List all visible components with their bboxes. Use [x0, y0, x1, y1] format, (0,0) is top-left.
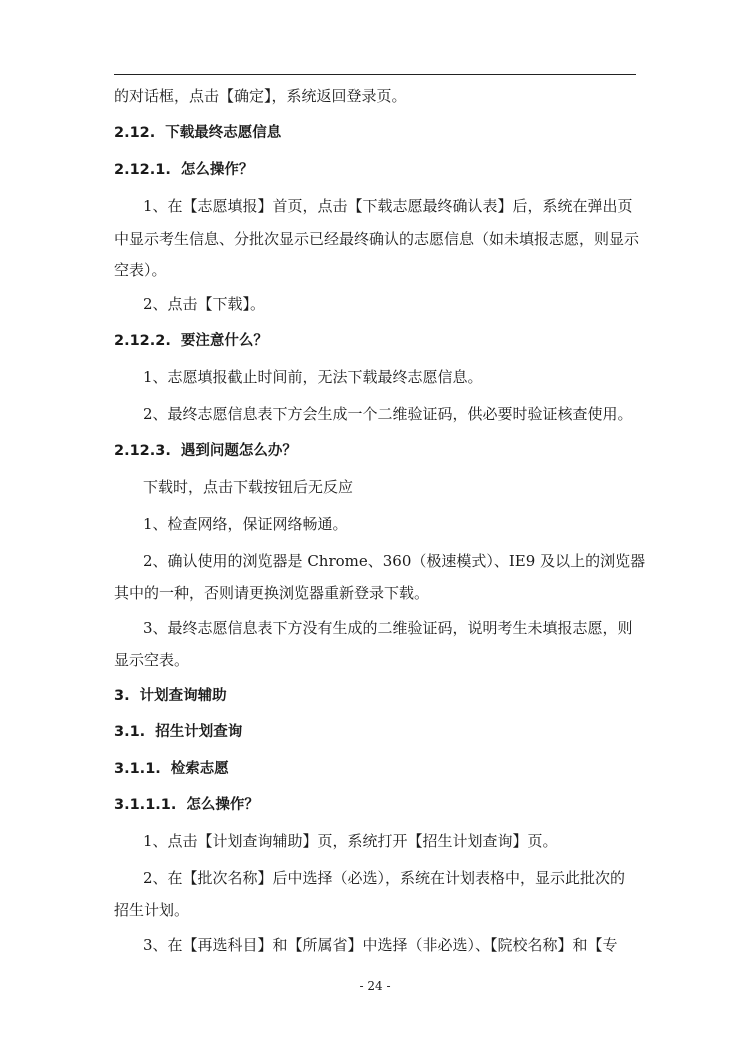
- paragraph-line: 1、在【志愿填报】首页，点击【下载志愿最终确认表】后，系统在弹出页: [143, 197, 633, 215]
- heading-number: 3.1.: [114, 724, 146, 740]
- heading-3-1-1-1: [114, 795, 259, 815]
- heading-title: 怎么操作？: [186, 797, 259, 813]
- paragraph-line: 2、最终志愿信息表下方会生成一个二维验证码，供必要时验证核查使用。: [143, 405, 633, 423]
- heading-title: 要注意什么？: [180, 333, 268, 349]
- heading-title: 下载最终志愿信息: [165, 125, 282, 141]
- heading-title: 遇到问题怎么办？: [180, 443, 297, 459]
- heading-3-1: [114, 722, 242, 742]
- heading-number: 3.1.1.: [114, 761, 161, 777]
- paragraph-line: 1、志愿填报截止时间前，无法下载最终志愿信息。: [143, 368, 483, 386]
- paragraph-line: 中显示考生信息、分批次显示已经最终确认的志愿信息（如未填报志愿，则显示: [114, 230, 640, 248]
- heading-title: 怎么操作？: [180, 162, 254, 178]
- continuation-text: 的对话框，点击【确定】，系统返回登录页。: [114, 87, 407, 105]
- paragraph-line: 下载时，点击下载按钮后无反应: [143, 478, 354, 496]
- heading-2-12-1: [114, 160, 253, 180]
- heading-2-12: [114, 123, 281, 143]
- paragraph-line: 3、最终志愿信息表下方没有生成的二维验证码，说明考生未填报志愿，则: [143, 619, 633, 637]
- heading-3-1-1: [114, 759, 229, 779]
- paragraph-line: 3、在【再选科目】和【所属省】中选择（非必选）、【院校名称】和【专: [143, 936, 618, 954]
- page-number: - 24 -: [359, 979, 391, 993]
- heading-3: [114, 686, 227, 706]
- heading-2-12-3: [114, 441, 297, 461]
- paragraph-line: 2、在【批次名称】后中选择（必选），系统在计划表格中，显示此批次的: [143, 869, 626, 887]
- paragraph-line: 显示空表。: [114, 651, 190, 669]
- paragraph-line: 招生计划。: [114, 901, 190, 919]
- heading-number: 2.12.2.: [114, 333, 171, 349]
- paragraph-line: 2、确认使用的浏览器是 Chrome、360（极速模式）、IE9 及以上的浏览器: [143, 552, 646, 570]
- paragraph-line: 空表）。: [114, 261, 167, 279]
- heading-title: 招生计划查询: [155, 724, 243, 740]
- heading-number: 2.12.1.: [114, 162, 171, 178]
- heading-number: 2.12.3.: [114, 443, 171, 459]
- header-rule: [114, 74, 636, 75]
- paragraph-line: 2、点击【下载】。: [143, 295, 266, 313]
- heading-number: 2.12.: [114, 125, 156, 141]
- heading-number: 3.1.1.1.: [114, 797, 177, 813]
- paragraph-line: 其中的一种，否则请更换浏览器重新登录下载。: [114, 584, 430, 602]
- paragraph-line: 1、点击【计划查询辅助】页，系统打开【招生计划查询】页。: [143, 832, 558, 850]
- heading-number: 3.: [114, 688, 130, 704]
- heading-title: 计划查询辅助: [139, 688, 227, 704]
- paragraph-line: 1、检查网络，保证网络畅通。: [143, 515, 348, 533]
- heading-2-12-2: [114, 331, 268, 351]
- heading-title: 检索志愿: [170, 761, 229, 777]
